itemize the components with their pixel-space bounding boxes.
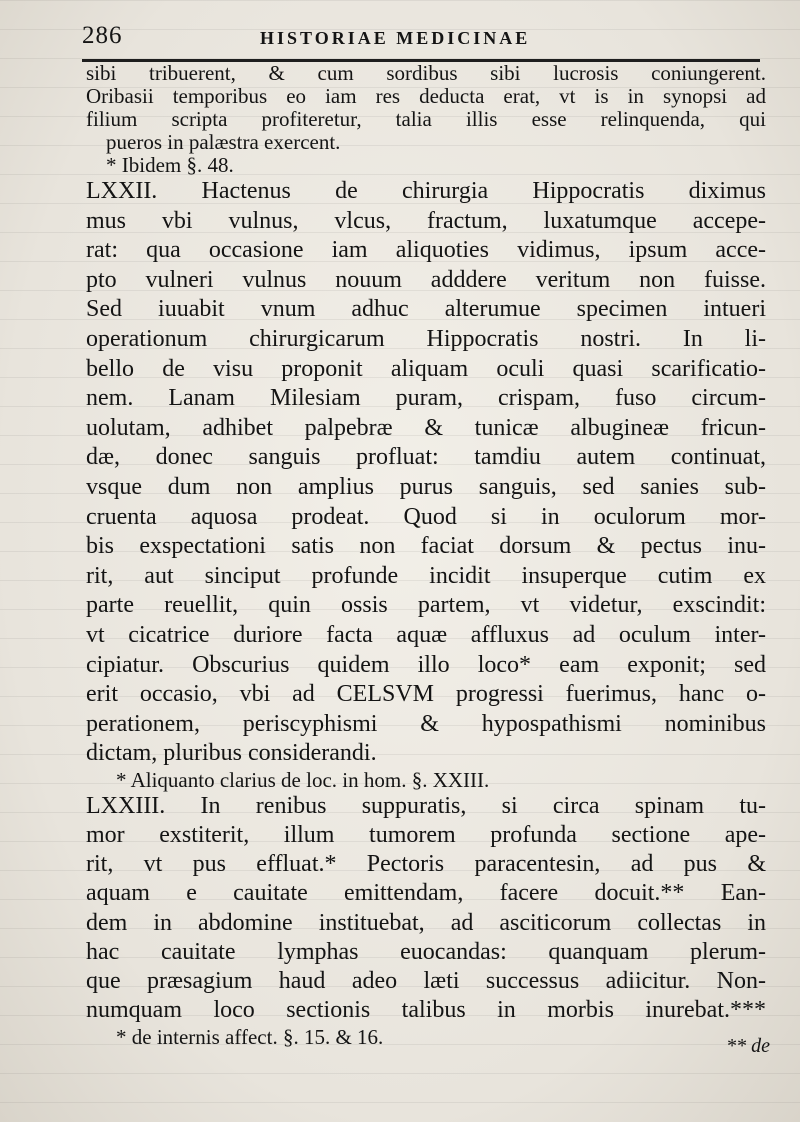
text-line: vsque dum non amplius purus sanguis, sed sanies sub- xyxy=(86,473,766,500)
text-line: cipiatur. Obscurius quidem illo loco* eam exponit; sed xyxy=(86,651,766,678)
footnote: * Aliquanto clarius de loc. in hom. §. XXIII. xyxy=(116,768,490,792)
text-line: que præsagium haud adeo læti successus adiicitur. Non- xyxy=(86,968,766,995)
text-line: perationem, periscyphismi & hypospathismi nominibus xyxy=(86,710,766,737)
text-line: uolutam, adhibet palpebræ & tunicæ albugineæ fricun- xyxy=(86,414,766,441)
text-line: hac cauitate lymphas euocandas: quanquam plerum- xyxy=(86,938,766,965)
text-line: Sed iuuabit vnum adhuc alterumue specimen intueri xyxy=(86,296,766,323)
running-head: HISTORIAE MEDICINAE xyxy=(260,28,531,48)
section-heading-line: LXXII. Hactenus de chirurgia Hippocratis diximus xyxy=(86,178,766,204)
text-line: mor exstiterit, illum tumorem profunda sectione ape- xyxy=(86,822,766,849)
text-line: erit occasio, vbi ad CELSVM progressi fuerimus, hanc o- xyxy=(86,681,766,708)
text-line: dem in abdomine instituebat, ad asciticorum collectas in xyxy=(86,909,766,936)
page-number: 286 xyxy=(82,22,123,49)
text-line: filium scripta profiteretur, talia illis esse relinquenda, qui xyxy=(86,108,766,131)
text-line: pto vulneri vulnus nouum adddere veritum non fuisse. xyxy=(86,266,766,293)
text-line: pueros in palæstra exercent. xyxy=(106,131,341,154)
text-line: dictam, pluribus considerandi. xyxy=(86,740,377,767)
text-line: rit, aut sinciput profunde incidit insuperque cutim ex xyxy=(86,562,766,589)
text-line: rit, vt pus effluat.* Pectoris paracentesin, ad pus & xyxy=(86,851,766,878)
text-line: bis exspectationi satis non faciat dorsum & pectus inu- xyxy=(86,533,766,560)
text-line: sibi tribuerent, & cum sordibus sibi lucrosis coniungerent. xyxy=(86,62,766,85)
body-text xyxy=(86,62,766,1049)
text-line: mus vbi vulnus, vlcus, fractum, luxatumque accepe- xyxy=(86,207,766,234)
text-line: vt cicatrice duriore facta aquæ affluxus ad oculum inter- xyxy=(86,621,766,648)
page-header xyxy=(82,22,762,62)
text-line: cruenta aquosa prodeat. Quod si in oculorum mor- xyxy=(86,503,766,530)
text-line: numquam loco sectionis talibus in morbis inurebat.*** xyxy=(86,997,766,1024)
text-line: Oribasii temporibus eo iam res deducta erat, vt is in synopsi ad xyxy=(86,85,766,108)
text-line: parte reuellit, quin ossis partem, vt videtur, exscindit: xyxy=(86,592,766,619)
footnote: * de internis affect. §. 15. & 16. xyxy=(116,1025,384,1049)
text-line: aquam e cauitate emittendam, facere docuit.** Ean- xyxy=(86,880,766,907)
section-heading-line: LXXIII. In renibus suppuratis, si circa spinam tu- xyxy=(86,792,766,819)
text-line: operationum chirurgicarum Hippocratis nostri. In li- xyxy=(86,325,766,352)
text-line: nem. Lanam Milesiam puram, crispam, fuso circum- xyxy=(86,385,766,412)
text-line: dæ, donec sanguis profluat: tamdiu autem continuat, xyxy=(86,444,766,471)
text-line: bello de visu proponit aliquam oculi quasi scarificatio- xyxy=(86,355,766,382)
footnote: * Ibidem §. 48. xyxy=(106,154,234,177)
catchword: ** de xyxy=(726,1035,770,1057)
text-line: rat: qua occasione iam aliquoties vidimus, ipsum acce- xyxy=(86,237,766,264)
